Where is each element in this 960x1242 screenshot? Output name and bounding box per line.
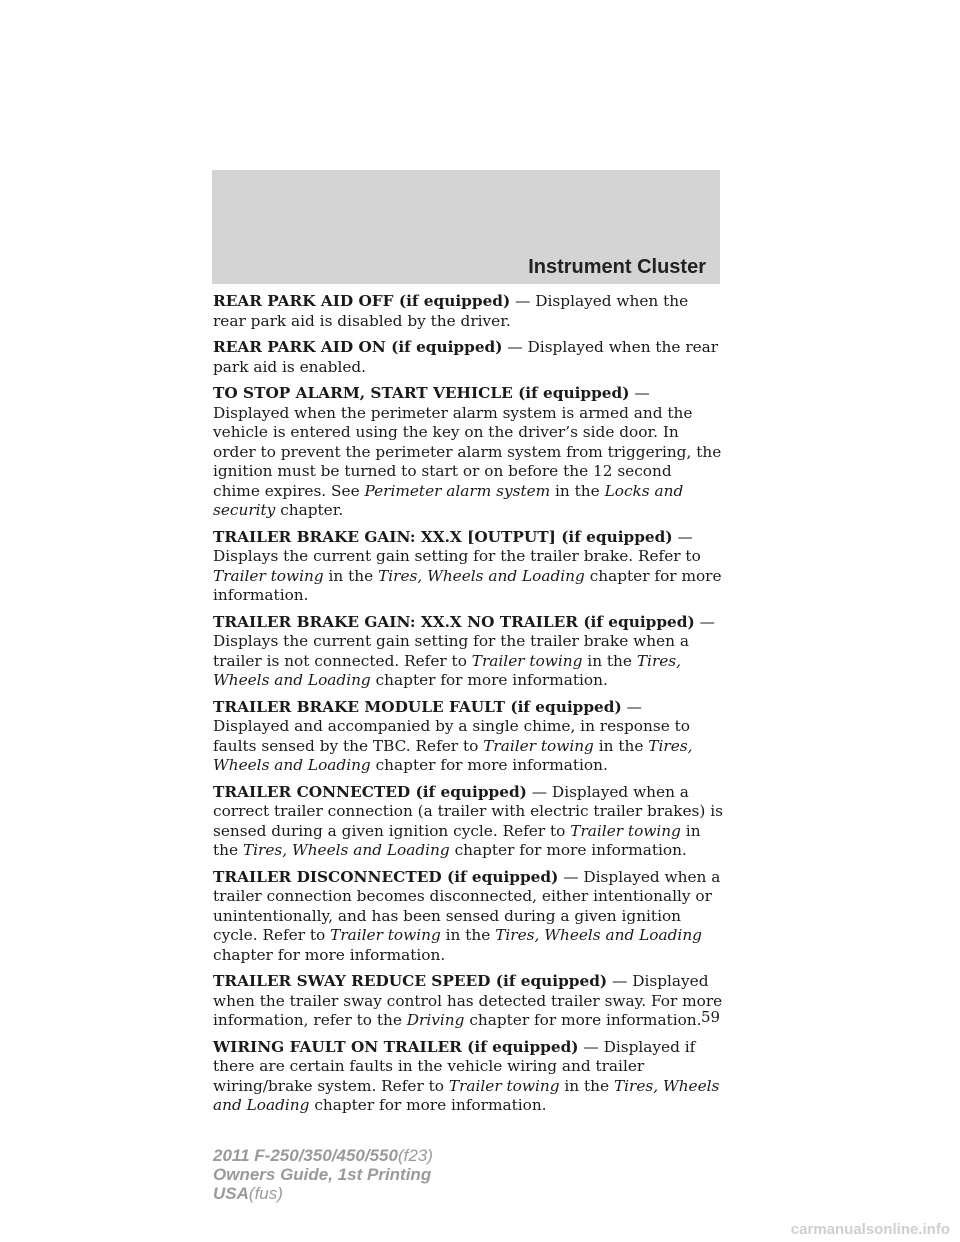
- message-term: TRAILER CONNECTED (if equipped): [213, 782, 527, 801]
- message-description: — Displays the current gain setting for the trailer brake. Refer to: [213, 527, 701, 565]
- cross-reference: Tires, Wheels and Loading: [213, 1076, 720, 1114]
- chapter-header-band: [212, 170, 720, 284]
- reference-tail: chapter for more information.: [469, 1011, 702, 1029]
- footer-model-code: (f23): [397, 1146, 433, 1165]
- cross-reference: Perimeter alarm system: [364, 481, 551, 500]
- reference-tail: chapter for more information.: [213, 945, 446, 964]
- reference-tail: chapter.: [280, 501, 344, 519]
- footer-market: USA: [213, 1184, 249, 1203]
- cross-reference: Trailer towing: [471, 651, 583, 670]
- reference-connector: in the: [587, 651, 632, 670]
- message-description: — Displayed when the rear park aid is enabled.: [213, 338, 719, 376]
- message-term: TRAILER BRAKE GAIN: XX.X NO TRAILER (if equipped): [213, 612, 695, 631]
- reference-tail: chapter for more information.: [375, 756, 608, 774]
- message-entry: [213, 528, 723, 606]
- message-entry: [213, 972, 723, 1031]
- chapter-title: Instrument Cluster: [528, 256, 706, 278]
- footer-line-edition: Owners Guide, 1st Printing: [213, 1165, 432, 1184]
- cross-reference: Tires, Wheels and Loading: [242, 841, 450, 859]
- message-description: — Displayed and accompanied by a single chime, in response to faults sensed by the TBC. Refer to: [213, 697, 690, 755]
- cross-reference: Locks and security: [213, 481, 684, 519]
- reference-connector: in the: [213, 821, 701, 859]
- message-description: — Displayed when a correct trailer connection (a trailer with electric trailer brakes) is sensed during a given ignition cycle. Refer to: [213, 782, 723, 840]
- reference-tail: chapter for more information.: [314, 1096, 547, 1114]
- page-number: 59: [701, 1008, 721, 1026]
- message-term: REAR PARK AID OFF (if equipped): [213, 292, 511, 310]
- message-entry: [213, 613, 723, 691]
- message-description: — Displays the current gain setting for the trailer brake when a trailer is not connected. Refer to: [213, 612, 715, 670]
- cross-reference: Tires, Wheels and Loading: [213, 736, 693, 774]
- cross-reference: Trailer towing: [448, 1076, 560, 1095]
- message-description: — Displayed when the perimeter alarm system is armed and the vehicle is entered using the key on the driver’s side door. In order to prevent the perimeter alarm system from triggering, the ignition must be turned to start or on before the 12 second chime expires. See: [213, 384, 722, 500]
- print-footer: [213, 1146, 433, 1203]
- reference-connector: in the: [555, 481, 600, 500]
- message-description: — Displayed when a trailer connection becomes disconnected, either intentionally or unintentionally, and has been sensed during a given ignition cycle. Refer to: [213, 867, 721, 944]
- footer-model: 2011 F-250/350/450/550: [213, 1146, 398, 1165]
- cross-reference: Trailer towing: [213, 566, 324, 585]
- reference-connector: in the: [445, 926, 491, 944]
- message-description: — Displayed when the trailer sway control has detected trailer sway. For more information, refer to the: [213, 972, 723, 1029]
- cross-reference: Tires, Wheels and Loading: [213, 651, 682, 689]
- cross-reference: Trailer towing: [330, 926, 441, 944]
- message-entry: [213, 292, 723, 331]
- reference-tail: chapter for more information.: [375, 671, 608, 689]
- cross-reference: Tires, Wheels and Loading: [495, 926, 702, 944]
- message-term: WIRING FAULT ON TRAILER (if equipped): [213, 1037, 579, 1056]
- cross-reference: Driving: [406, 1011, 465, 1029]
- message-entry: [213, 698, 723, 776]
- message-entry: [213, 338, 723, 377]
- message-description: — Displayed if there are certain faults in the vehicle wiring and trailer wiring/brake system. Refer to: [213, 1037, 696, 1095]
- message-term: TRAILER DISCONNECTED (if equipped): [213, 867, 559, 886]
- footer-market-code: (fus): [248, 1184, 283, 1203]
- footer-line-market: [213, 1184, 433, 1203]
- message-entry: [213, 868, 723, 966]
- message-entry: [213, 1038, 723, 1116]
- message-description: — Displayed when the rear park aid is disabled by the driver.: [213, 292, 689, 330]
- message-term: TRAILER SWAY REDUCE SPEED (if equipped): [213, 972, 608, 990]
- reference-connector: in the: [564, 1076, 610, 1095]
- reference-tail: chapter for more information.: [213, 566, 722, 604]
- message-term: TRAILER BRAKE GAIN: XX.X [OUTPUT] (if equipped): [213, 527, 673, 546]
- message-entry: [213, 783, 723, 861]
- reference-tail: chapter for more information.: [454, 841, 687, 859]
- reference-connector: in the: [328, 566, 374, 585]
- message-entry: [213, 384, 723, 521]
- message-term: TRAILER BRAKE MODULE FAULT (if equipped): [213, 697, 622, 716]
- site-watermark: carmanualsonline.info: [790, 1221, 950, 1238]
- message-term: TO STOP ALARM, START VEHICLE (if equipped): [213, 384, 630, 402]
- footer-line-model: [213, 1146, 433, 1165]
- message-list: [213, 292, 723, 1123]
- cross-reference: Trailer towing: [483, 736, 594, 755]
- reference-connector: in the: [598, 736, 644, 755]
- cross-reference: Tires, Wheels and Loading: [378, 566, 585, 585]
- message-term: REAR PARK AID ON (if equipped): [213, 338, 503, 356]
- cross-reference: Trailer towing: [570, 821, 681, 840]
